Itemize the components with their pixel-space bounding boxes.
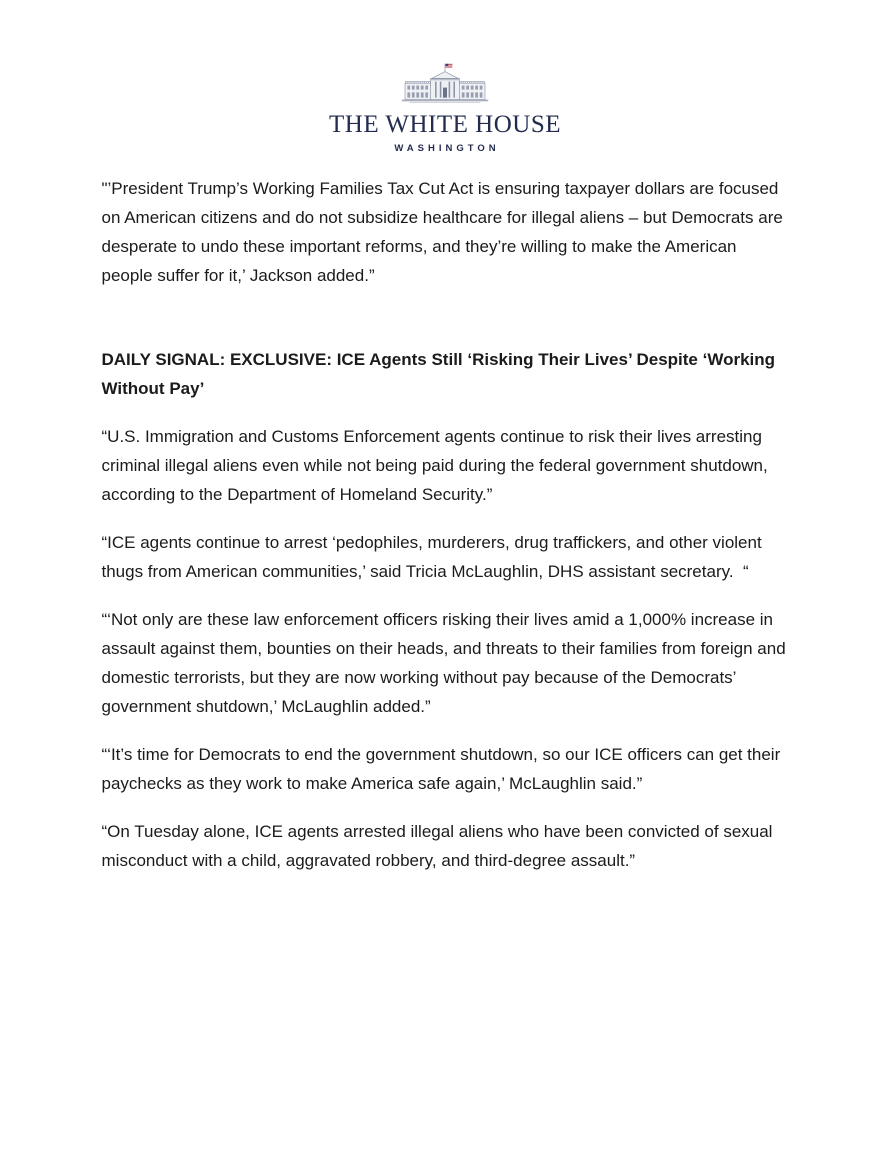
paragraph-tuesday-arrests: “On Tuesday alone, ICE agents arrested illegal aliens who have been convicted of sexual misconduct with a child, aggravated robbery, and third-degree assault.” bbox=[101, 822, 778, 870]
paragraph-jackson-quote: "’President Trump’s Working Families Tax Cut Act is ensuring taxpayer dollars are focused on American citizens and do not subsidize healthcare for illegal aliens – but Democrats are desperate to undo these important reforms, and they’re willing to make the American people suffer for it,’ Jackson added.” bbox=[101, 179, 788, 285]
white-house-letterhead bbox=[102, 60, 789, 154]
paragraph-mclaughlin-said: “‘It’s time for Democrats to end the government shutdown, so our ICE officers can get their paychecks as they work to make America safe again,’ McLaughlin said.” bbox=[101, 745, 785, 793]
white-house-logo-icon bbox=[397, 60, 493, 108]
paragraph-mclaughlin-added: “‘Not only are these law enforcement officers risking their lives amid a 1,000% increase in assault against them, bounties on their heads, and threats to their families from foreign and domestic terrorists, but they are now working without pay because of the Democrats’ government shutdown,’ McLaughlin added.” bbox=[101, 610, 791, 716]
paragraph-mclaughlin-arrests: “ICE agents continue to arrest ‘pedophiles, murderers, drug traffickers, and other violent thugs from American communities,’ said Tricia McLaughlin, DHS assistant secretary. “ bbox=[101, 533, 767, 581]
logo-subtitle: WASHINGTON bbox=[394, 143, 500, 154]
document-body bbox=[102, 174, 789, 875]
logo-title: THE WHITE HOUSE bbox=[329, 111, 561, 138]
section-heading-daily-signal: DAILY SIGNAL: EXCLUSIVE: ICE Agents Still ‘Risking Their Lives’ Despite ‘Working Without Pay’ bbox=[101, 350, 780, 398]
paragraph-ice-risk-lives: “U.S. Immigration and Customs Enforcement agents continue to risk their lives arresting criminal illegal aliens even while not being paid during the federal government shutdown, according to the Department of Homeland Security.” bbox=[101, 427, 773, 504]
